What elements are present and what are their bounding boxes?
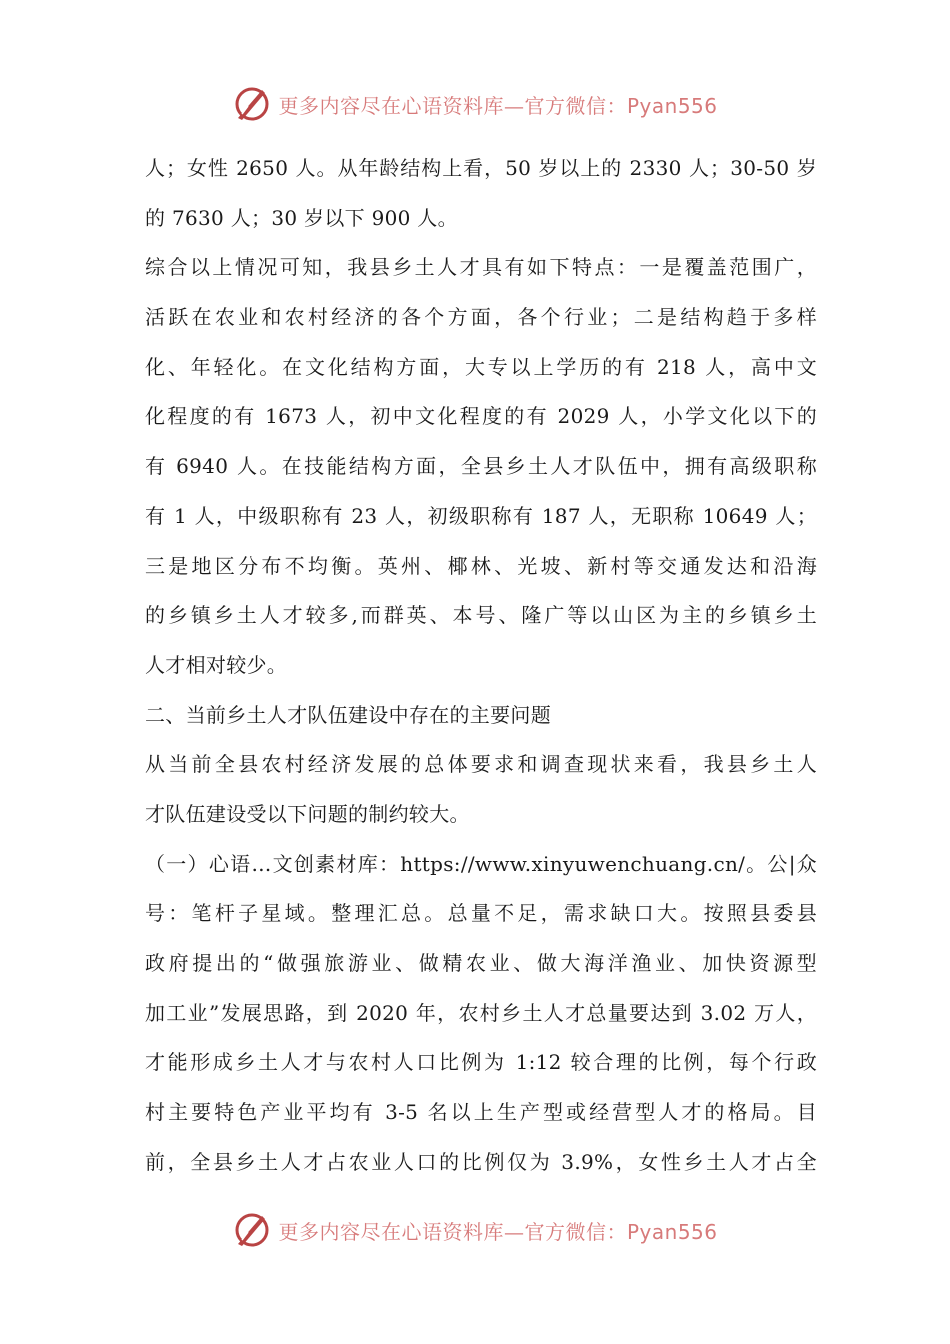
text-line: 加工业”发展思路，到 2020 年，农村乡土人才总量要达到 3.02 万人， xyxy=(145,1000,817,1025)
text-line: 人；女性 2650 人。从年龄结构上看，50 岁以上的 2330 人；30-50 岁 xyxy=(145,156,817,180)
text-line: 二、当前乡土人才队伍建设中存在的主要问题 xyxy=(145,702,551,727)
text-line: 政府提出的“做强旅游业、做精农业、做大海洋渔业、加快资源型 xyxy=(145,951,817,975)
text-line: 从当前全县农村经济发展的总体要求和调查现状来看，我县乡土人 xyxy=(145,752,817,777)
text-line: （一）心语…文创素材库：https://www.xinyuwenchuang.cn/。公|众 xyxy=(145,851,817,876)
footer-banner xyxy=(0,1210,950,1250)
document-body xyxy=(145,144,817,1187)
pen-logo-icon xyxy=(232,1210,272,1250)
text-line: 化、年轻化。在文化结构方面，大专以上学历的有 218 人，高中文 xyxy=(145,354,817,379)
header-banner xyxy=(0,84,950,124)
text-line: 号：笔杆子星域。整理汇总。总量不足，需求缺口大。按照县委县 xyxy=(145,901,817,926)
text-line: 的 7630 人；30 岁以下 900 人。 xyxy=(145,205,458,230)
text-line: 有 1 人，中级职称有 23 人，初级职称有 187 人，无职称 10649 人； xyxy=(145,503,817,528)
text-line: 三是地区分布不均衡。英州、椰林、光坡、新村等交通发达和沿海 xyxy=(145,553,817,578)
text-line: 才能形成乡土人才与农村人口比例为 1:12 较合理的比例，每个行政 xyxy=(145,1050,817,1075)
banner-label: 更多内容尽在心语资料库—官方微信： xyxy=(278,93,627,118)
text-line: 才队伍建设受以下问题的制约较大。 xyxy=(145,801,470,826)
banner-label: 更多内容尽在心语资料库—官方微信： xyxy=(278,1219,627,1244)
text-line: 有 6940 人。在技能结构方面，全县乡土人才队伍中，拥有高级职称 xyxy=(145,454,817,479)
text-line: 综合以上情况可知，我县乡土人才具有如下特点：一是覆盖范围广， xyxy=(145,255,817,280)
text-line: 的乡镇乡土人才较多,而群英、本号、隆广等以山区为主的乡镇乡土 xyxy=(145,603,817,628)
text-line: 村主要特色产业平均有 3-5 名以上生产型或经营型人才的格局。目 xyxy=(145,1100,817,1125)
banner-text xyxy=(278,1216,717,1245)
text-line: 化程度的有 1673 人，初中文化程度的有 2029 人，小学文化以下的 xyxy=(145,404,817,429)
pen-logo-icon xyxy=(232,84,272,124)
wechat-id: Pyan556 xyxy=(626,93,718,118)
text-line: 活跃在农业和农村经济的各个方面，各个行业；二是结构趋于多样 xyxy=(145,305,817,330)
text-line: 前，全县乡土人才占农业人口的比例仅为 3.9%，女性乡土人才占全 xyxy=(145,1149,817,1174)
banner-text xyxy=(278,90,717,119)
text-line: 人才相对较少。 xyxy=(145,652,288,677)
wechat-id: Pyan556 xyxy=(626,1219,718,1244)
